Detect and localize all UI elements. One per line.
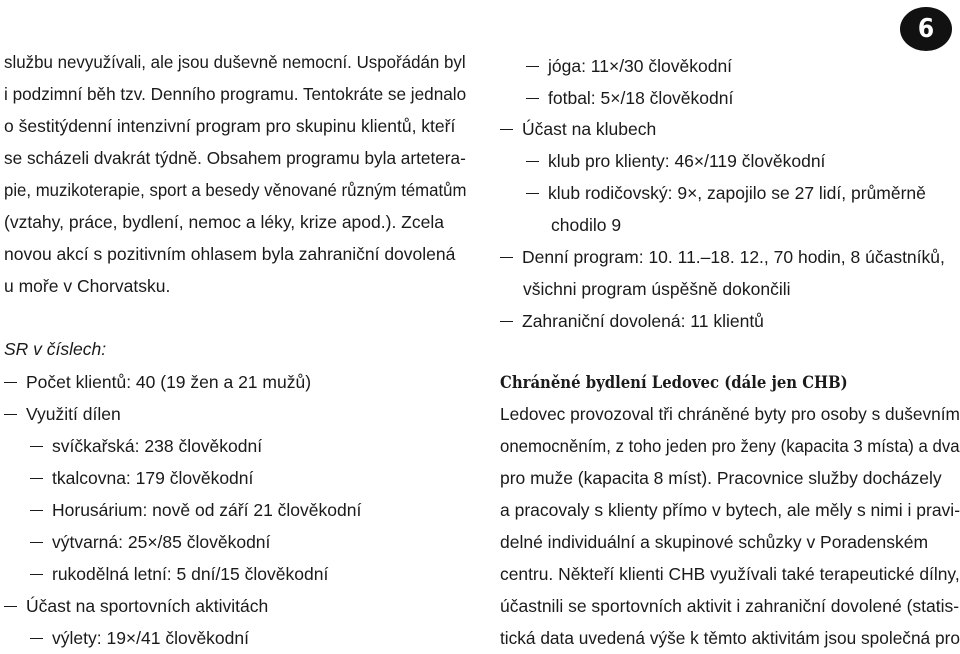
dash-bullet xyxy=(500,129,513,131)
paragraph-line: se scházeli dvakrát týdně. Obsahem programu byla artetera- xyxy=(4,148,466,168)
dash-bullet xyxy=(526,66,539,68)
paragraph-line: o šestitýdenní intenzivní program pro skupinu klientů, kteří xyxy=(4,116,456,136)
stats-list-item xyxy=(500,305,764,337)
stats-list-item xyxy=(4,558,328,590)
stats-item-text: Účast na sportovních aktivitách xyxy=(26,596,269,616)
paragraph-line: centru. Někteří klienti CHB využívali také terapeutické dílny, xyxy=(500,564,960,584)
stats-list-item xyxy=(4,622,249,654)
stats-list-item xyxy=(500,82,733,114)
stats-list-item xyxy=(4,590,268,622)
stats-item-continuation: všichni program úspěšně dokončili xyxy=(523,279,791,299)
stats-item-text: tkalcovna: 179 člověkodní xyxy=(52,468,254,488)
stats-list-item xyxy=(500,145,825,177)
paragraph-line: (vztahy, práce, bydlení, nemoc a léky, krize apod.). Zcela xyxy=(4,212,444,232)
stats-item-text: výtvarná: 25×/85 člověkodní xyxy=(52,532,271,552)
section-heading: Chráněné bydlení Ledovec (dále jen CHB) xyxy=(500,373,848,392)
paragraph-line: tická data uvedená výše k těmto aktivitám jsou společná pro xyxy=(500,628,960,648)
dash-bullet xyxy=(30,638,43,640)
dash-bullet xyxy=(30,510,43,512)
stats-item-text: Horusárium: nově od září 21 člověkodní xyxy=(52,500,362,520)
stats-list-item xyxy=(4,526,270,558)
paragraph-line: pro muže (kapacita 8 míst). Pracovnice služby docházely xyxy=(500,468,942,488)
dash-bullet xyxy=(30,574,43,576)
stats-list-item xyxy=(500,177,926,209)
dash-bullet xyxy=(4,382,17,384)
stats-list-item xyxy=(4,430,262,462)
stats-item-text: klub pro klienty: 46×/119 člověkodní xyxy=(548,151,826,171)
paragraph-line: onemocněním, z toho jeden pro ženy (kapacita 3 místa) a dva xyxy=(500,436,960,456)
stats-list-item xyxy=(4,462,253,494)
dash-bullet xyxy=(30,478,43,480)
dash-bullet xyxy=(526,161,539,163)
dash-bullet xyxy=(4,606,17,608)
stats-item-text: Využití dílen xyxy=(26,404,121,424)
dash-bullet xyxy=(500,321,513,323)
paragraph-line: delné individuální a skupinové schůzky v Poradenském xyxy=(500,532,929,552)
stats-heading: SR v číslech: xyxy=(4,339,107,359)
paragraph-line: účastnili se sportovních aktivit i zahraniční dovolené (statis- xyxy=(500,596,960,616)
dash-bullet xyxy=(500,257,513,259)
stats-list-item xyxy=(500,113,656,145)
stats-list-item xyxy=(4,366,311,398)
paragraph-line: pie, muzikoterapie, sport a besedy věnované různým tématům xyxy=(4,180,467,200)
stats-item-text: Účast na klubech xyxy=(522,119,657,139)
stats-item-text: Počet klientů: 40 (19 žen a 21 mužů) xyxy=(26,372,312,392)
dash-bullet xyxy=(526,193,539,195)
paragraph-line: službu nevyužívali, ale jsou duševně nemocní. Uspořádán byl xyxy=(4,52,466,72)
paragraph-line: i podzimní běh tzv. Denního programu. Tentokráte se jednalo xyxy=(4,84,467,104)
stats-list-item xyxy=(500,50,732,82)
stats-item-text: jóga: 11×/30 člověkodní xyxy=(548,56,733,76)
paragraph-line: a pracovaly s klienty přímo v bytech, ale měly s nimi i pravi- xyxy=(500,500,960,520)
stats-list-item xyxy=(500,241,945,273)
stats-item-text: Zahraniční dovolená: 11 klientů xyxy=(522,311,764,331)
paragraph-line: Ledovec provozoval tři chráněné byty pro osoby s duševním xyxy=(500,404,960,424)
dash-bullet xyxy=(30,542,43,544)
stats-item-text: fotbal: 5×/18 člověkodní xyxy=(548,88,734,108)
stats-item-text: výlety: 19×/41 člověkodní xyxy=(52,628,249,648)
stats-item-text: klub rodičovský: 9×, zapojilo se 27 lidí, průměrně xyxy=(548,183,926,203)
stats-list-item xyxy=(4,494,361,526)
dash-bullet xyxy=(30,446,43,448)
page-number-badge: 6 xyxy=(900,7,952,51)
stats-item-continuation: chodilo 9 xyxy=(551,215,622,235)
dash-bullet xyxy=(4,414,17,416)
dash-bullet xyxy=(526,98,539,100)
paragraph-line: u moře v Chorvatsku. xyxy=(4,276,171,296)
stats-list-item xyxy=(4,398,121,430)
stats-item-text: rukodělná letní: 5 dní/15 člověkodní xyxy=(52,564,329,584)
stats-item-text: Denní program: 10. 11.–18. 12., 70 hodin, 8 účastníků, xyxy=(522,247,945,267)
paragraph-line: novou akcí s pozitivním ohlasem byla zahraniční dovolená xyxy=(4,244,456,264)
stats-item-text: svíčkařská: 238 člověkodní xyxy=(52,436,263,456)
